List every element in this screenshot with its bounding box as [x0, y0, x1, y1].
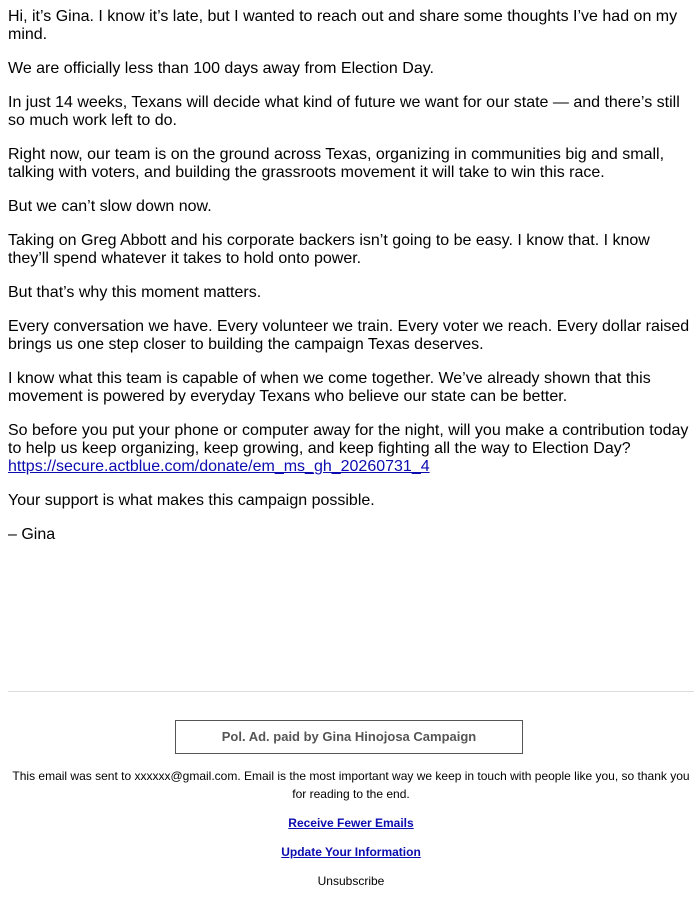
email-body [8, 8, 694, 560]
receive-fewer-emails-link[interactable]: Receive Fewer Emails [288, 816, 414, 830]
unsubscribe-link[interactable]: Unsubscribe [317, 874, 385, 888]
email-footer [8, 720, 694, 890]
body-paragraph: But that’s why this moment matters. [8, 284, 262, 301]
body-paragraph: We are officially less than 100 days away from Election Day. [8, 60, 434, 77]
body-paragraph: Right now, our team is on the ground across Texas, organizing in communities big and small, talking with voters, and building the grassroots movement it will take to win this race. [8, 146, 665, 181]
sent-to-note: This email was sent to xxxxxx@gmail.com. Email is the most important way we keep in touch with people like you, so thank you for reading to the end. [12, 769, 690, 801]
greeting-paragraph: Hi, it’s Gina. I know it’s late, but I wanted to reach out and share some thoughts I’ve had on my mind. [8, 8, 678, 43]
body-paragraph: In just 14 weeks, Texans will decide what kind of future we want for our state — and there’s still so much work left to do. [8, 94, 680, 129]
body-paragraph: But we can’t slow down now. [8, 198, 212, 215]
signature: – Gina [8, 526, 56, 543]
update-information-link[interactable]: Update Your Information [281, 845, 421, 859]
donation-ask-paragraph [8, 422, 694, 476]
support-paragraph: Your support is what makes this campaign possible. [8, 492, 375, 509]
body-paragraph: I know what this team is capable of when we come together. We’ve already shown that this movement is powered by everyday Texans who believe our state can be better. [8, 370, 651, 405]
paid-for-disclaimer: Pol. Ad. paid by Gina Hinojosa Campaign [175, 720, 523, 754]
footer-divider [8, 691, 694, 692]
donation-ask-text: So before you put your phone or computer away for the night, will you make a contribution today to help us keep organizing, keep growing, and keep fighting all the way to Election Day? [8, 422, 689, 457]
donate-link[interactable]: https://secure.actblue.com/donate/em_ms_gh_20260731_4 [8, 458, 430, 475]
body-paragraph: Every conversation we have. Every volunteer we train. Every voter we reach. Every dollar raised brings us one step closer to building the campaign Texas deserves. [8, 318, 690, 353]
body-paragraph: Taking on Greg Abbott and his corporate backers isn’t going to be easy. I know that. I know they’ll spend whatever it takes to hold onto power. [8, 232, 650, 267]
